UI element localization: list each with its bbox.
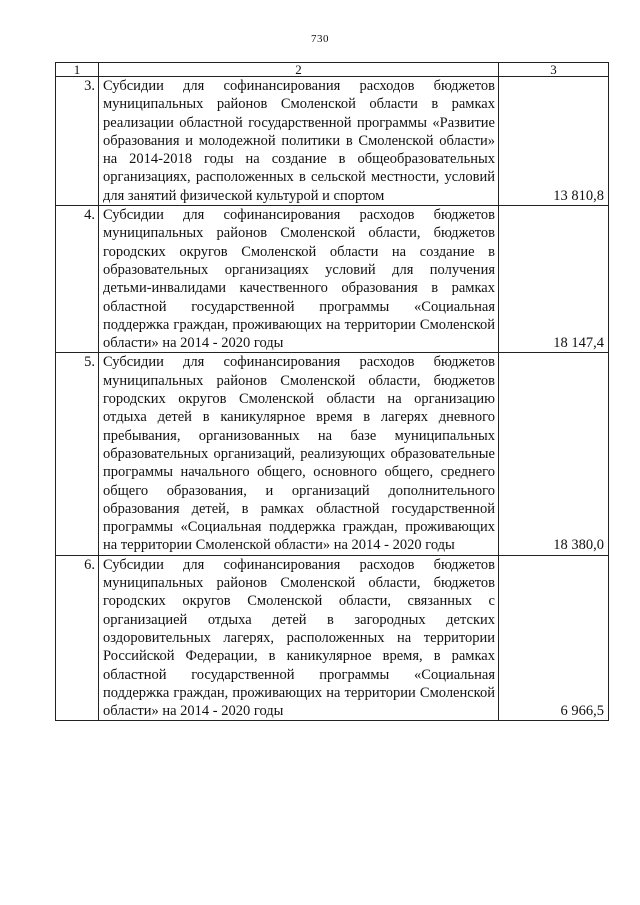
column-header-1: 1 (56, 63, 99, 77)
row-amount: 13 810,8 (499, 77, 609, 206)
table-row (56, 77, 609, 206)
row-description: Субсидии для софинансирования расходов бюджетов муниципальных районов Смоленской области в рамках реализации областной государственной программы «Развитие образования и молодежной политики в Смоленской области» на 2014-2018 годы на создание в общеобразовательных организациях, расположенных в сельской местности, условий для занятий физической культурой и спортом (99, 77, 499, 206)
table-row (56, 206, 609, 353)
table-row (56, 555, 609, 721)
row-number: 3. (56, 77, 99, 206)
row-number: 5. (56, 353, 99, 555)
page-number: 730 (311, 33, 329, 45)
subsidies-table (55, 62, 609, 721)
row-description: Субсидии для софинансирования расходов бюджетов муниципальных районов Смоленской области, бюджетов городских округов Смоленской области на организацию отдыха детей в каникулярное время в лагерях дневного пребывания, организованных на базе муниципальных образовательных организаций, реализующих образовательные программы начального общего, основного общего, среднего общего образования, и организаций дополнительного образования детей, в рамках областной государственной программы «Социальная поддержка граждан, проживающих на территории Смоленской области» на 2014 - 2020 годы (99, 353, 499, 555)
table-row (56, 353, 609, 555)
table-header-row (56, 63, 609, 77)
row-number: 6. (56, 555, 99, 721)
row-amount: 6 966,5 (499, 555, 609, 721)
row-description: Субсидии для софинансирования расходов бюджетов муниципальных районов Смоленской области, бюджетов городских округов Смоленской области, связанных с организацией отдыха детей в загородных детских оздоровительных лагерях, расположенных на территории Российской Федерации, в каникулярное время, в рамках областной государственной программы «Социальная поддержка граждан, проживающих на территории Смоленской области» на 2014 - 2020 годы (99, 555, 499, 721)
column-header-3: 3 (499, 63, 609, 77)
row-amount: 18 147,4 (499, 206, 609, 353)
row-description: Субсидии для софинансирования расходов бюджетов муниципальных районов Смоленской области, бюджетов городских округов Смоленской области на создание в образовательных организациях условий для получения детьми-инвалидами качественного образования в рамках областной государственной программы «Социальная поддержка граждан, проживающих на территории Смоленской области» на 2014 - 2020 годы (99, 206, 499, 353)
row-number: 4. (56, 206, 99, 353)
column-header-2: 2 (99, 63, 499, 77)
row-amount: 18 380,0 (499, 353, 609, 555)
